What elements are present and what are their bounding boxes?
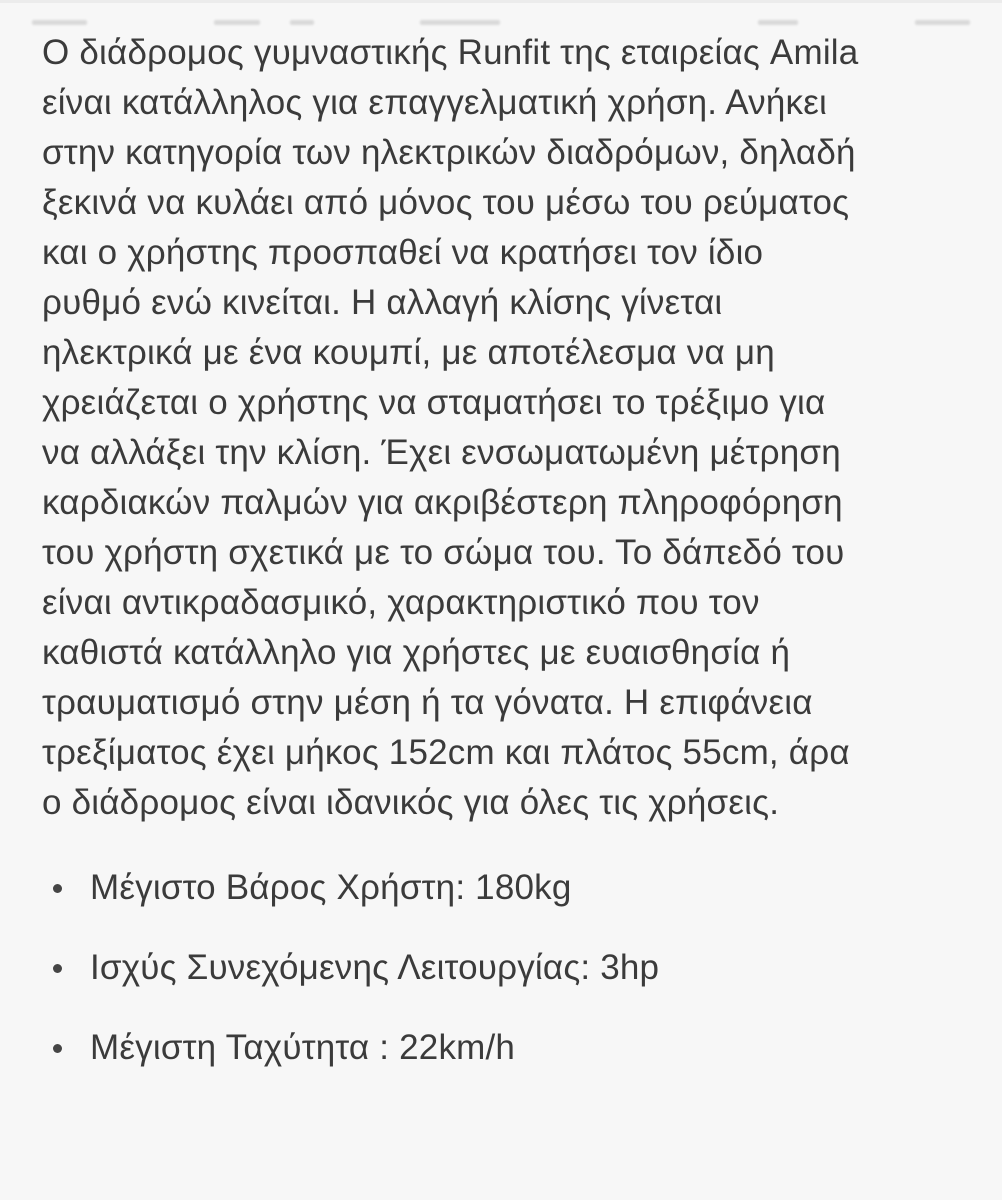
description-line: τραυματισμό στην μέση ή τα γόνατα. Η επιφάνεια: [42, 683, 813, 722]
spec-max-user-weight: Μέγιστο Βάρος Χρήστη: 180kg: [90, 868, 572, 907]
description-line: ο διάδρομος είναι ιδανικός για όλες τις χρήσεις.: [42, 783, 780, 822]
description-line: και ο χρήστης προσπαθεί να κρατήσει τον ίδιο: [42, 233, 764, 272]
description-line: ξεκινά να κυλάει από μόνος του μέσω του ρεύματος: [42, 183, 850, 222]
description-line: ηλεκτρικά με ένα κουμπί, με αποτέλεσμα να μη: [42, 333, 775, 372]
list-item: [42, 1023, 972, 1073]
description-line: στην κατηγορία των ηλεκτρικών διαδρόμων, δηλαδή: [42, 133, 856, 172]
description-line: ρυθμό ενώ κινείται. Η αλλαγή κλίσης γίνεται: [42, 283, 723, 322]
description-line: να αλλάξει την κλίση. Έχει ενσωματωμένη μέτρηση: [42, 433, 841, 472]
spec-max-speed: Μέγιστη Ταχύτητα : 22km/h: [90, 1028, 516, 1067]
bullet-icon: [53, 884, 62, 893]
bullet-icon: [53, 964, 62, 973]
description-line: είναι κατάλληλος για επαγγελματική χρήση. Ανήκει: [42, 83, 827, 122]
product-description: [42, 28, 972, 828]
description-line: χρειάζεται ο χρήστης να σταματήσει το τρέξιμο για: [42, 383, 826, 422]
list-item: [42, 863, 972, 913]
description-line: καθιστά κατάλληλο για χρήστες με ευαισθησία ή: [42, 633, 791, 672]
spec-list: [42, 863, 972, 1073]
bullet-icon: [53, 1044, 62, 1053]
list-item: [42, 943, 972, 993]
cropped-line-remnant: [0, 20, 1002, 28]
spec-continuous-power: Ισχύς Συνεχόμενης Λειτουργίας: 3hp: [90, 948, 660, 987]
description-line: τρεξίματος έχει μήκος 152cm και πλάτος 55cm, άρα: [42, 733, 850, 772]
product-description-section: [42, 28, 972, 1103]
description-line: καρδιακών παλμών για ακριβέστερη πληροφόρηση: [42, 483, 843, 522]
description-line: Ο διάδρομος γυμναστικής Runfit της εταιρείας Amila: [42, 33, 859, 72]
description-line: του χρήστη σχετικά με το σώμα του. Το δάπεδό του: [42, 533, 845, 572]
description-line: είναι αντικραδασμικό, χαρακτηριστικό που τον: [42, 583, 760, 622]
screenshot-top-edge: [0, 0, 1002, 3]
